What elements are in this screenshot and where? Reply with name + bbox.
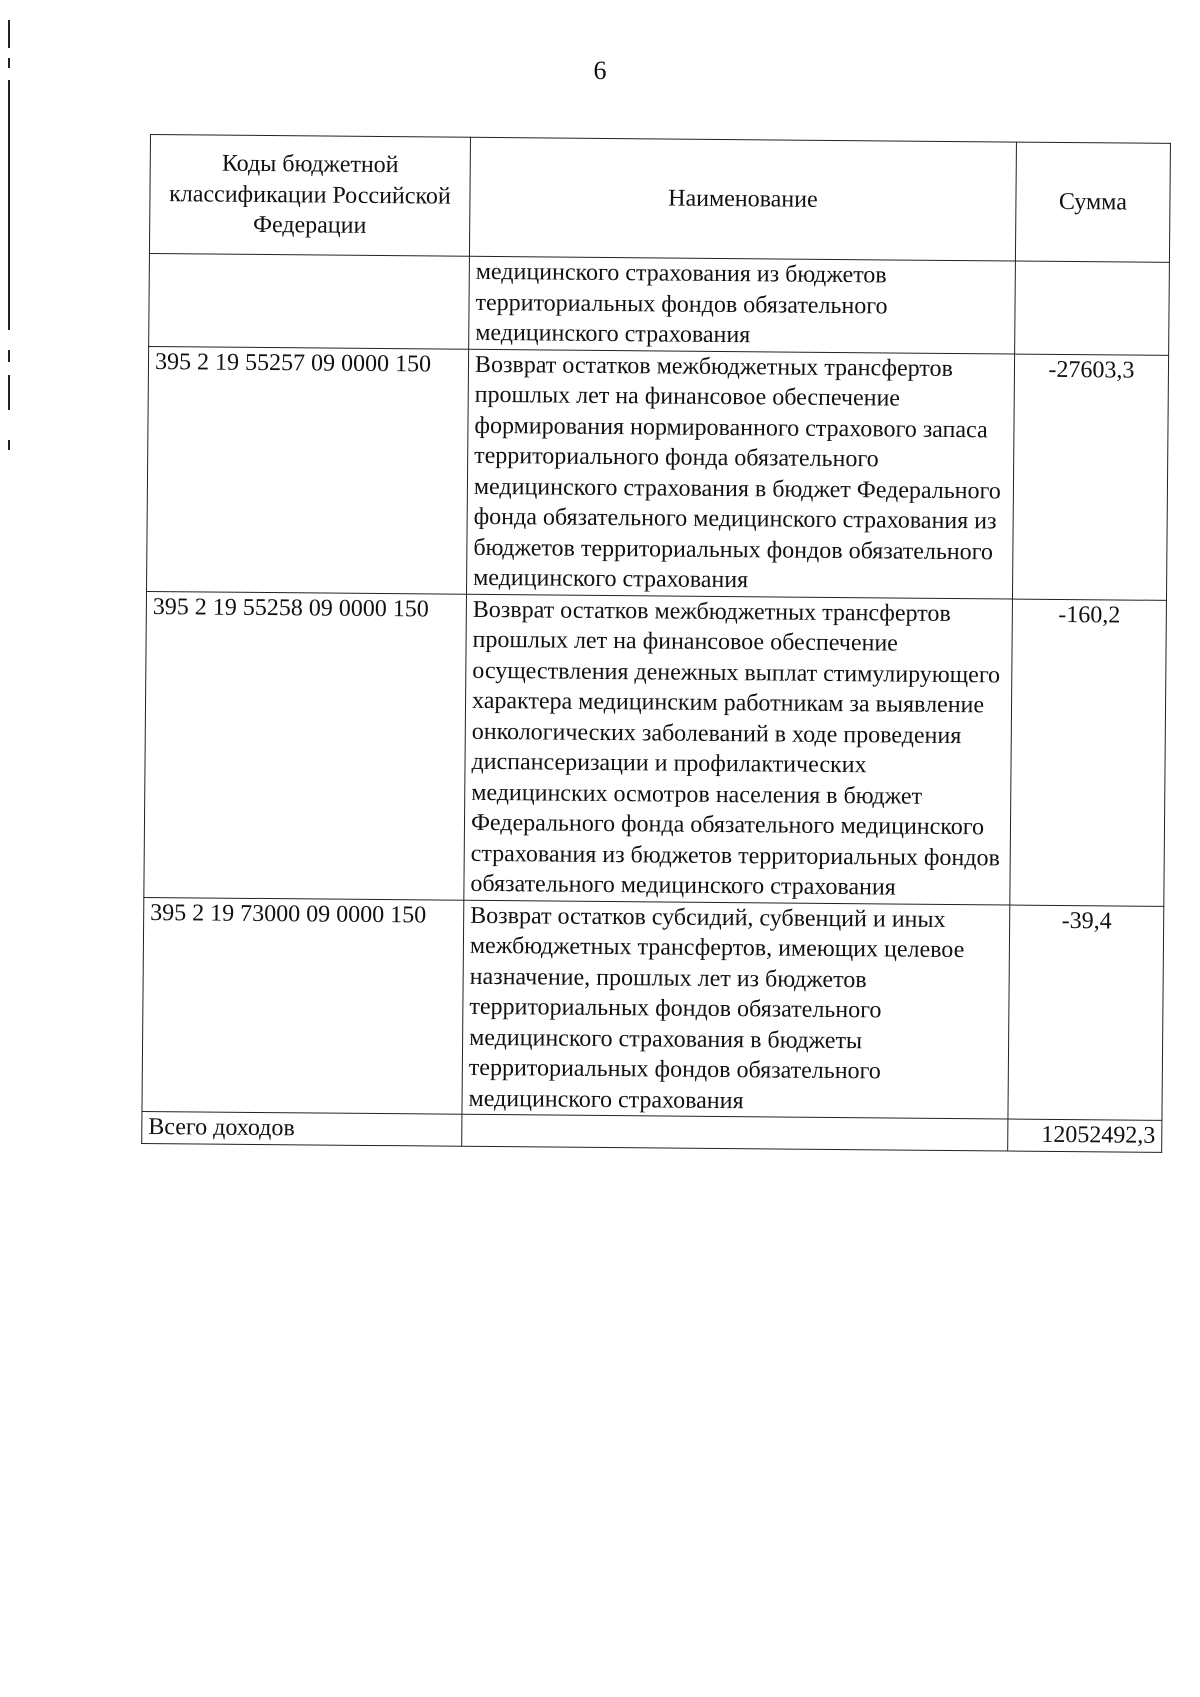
row-name: медицинского страхования из бюджетов территориальных фондов обязательного медицинского страхования [469, 256, 1016, 353]
header-name: Наименование [469, 137, 1016, 261]
scan-edge-mark [8, 375, 10, 410]
scan-edge-mark [8, 80, 10, 330]
table-row [142, 897, 1164, 1120]
header-codes: Коды бюджетной классификации Российской Федерации [149, 135, 470, 257]
total-label: Всего доходов [142, 1111, 462, 1145]
row-sum: -39,4 [1008, 905, 1164, 1121]
page-number: 6 [593, 56, 607, 85]
scan-edge-mark [8, 20, 10, 48]
row-sum: -27603,3 [1012, 354, 1168, 600]
total-name [462, 1114, 1008, 1150]
table-header-row [149, 135, 1170, 263]
table-row [149, 253, 1170, 354]
row-code [149, 253, 470, 348]
table-row [147, 346, 1169, 600]
row-name: Возврат остатков межбюджетных трансфертов прошлых лет на финансовое обеспечение осуществления денежных выплат стимулирующего характера медицинским работникам за выявление онкологических заболеваний в ходе проведения диспансеризации и профилактических медицинских осмотров населения в бюджет Федерального фонда обязательного медицинского страхования из бюджетов территориальных фондов обязательного медицинского страхования [464, 594, 1013, 905]
row-name: Возврат остатков межбюджетных трансфертов прошлых лет на финансовое обеспечение формирования нормированного страхового запаса территориального фонда обязательного медицинского страхования в бюджет Федерального фонда обязательного медицинского страхования из бюджетов территориальных фондов обязательного медицинского страхования [466, 349, 1014, 599]
row-name: Возврат остатков субсидий, субвенций и иных межбюджетных трансфертов, имеющих целевое назначение, прошлых лет из бюджетов территориальных фондов обязательного медицинского страхования в бюджеты территориальных фондов обязательного медицинского страхования [462, 900, 1010, 1119]
table-row [144, 591, 1167, 906]
row-code: 395 2 19 55257 09 0000 150 [147, 346, 469, 594]
row-code: 395 2 19 55258 09 0000 150 [144, 591, 467, 900]
scan-edge-mark [8, 350, 10, 362]
total-sum: 12052492,3 [1008, 1119, 1162, 1152]
row-sum: -160,2 [1010, 599, 1167, 906]
budget-table [141, 134, 1171, 1152]
row-sum [1015, 261, 1170, 355]
scan-edge-mark [8, 440, 10, 450]
row-code: 395 2 19 73000 09 0000 150 [142, 897, 464, 1114]
header-sum: Сумма [1015, 142, 1170, 262]
